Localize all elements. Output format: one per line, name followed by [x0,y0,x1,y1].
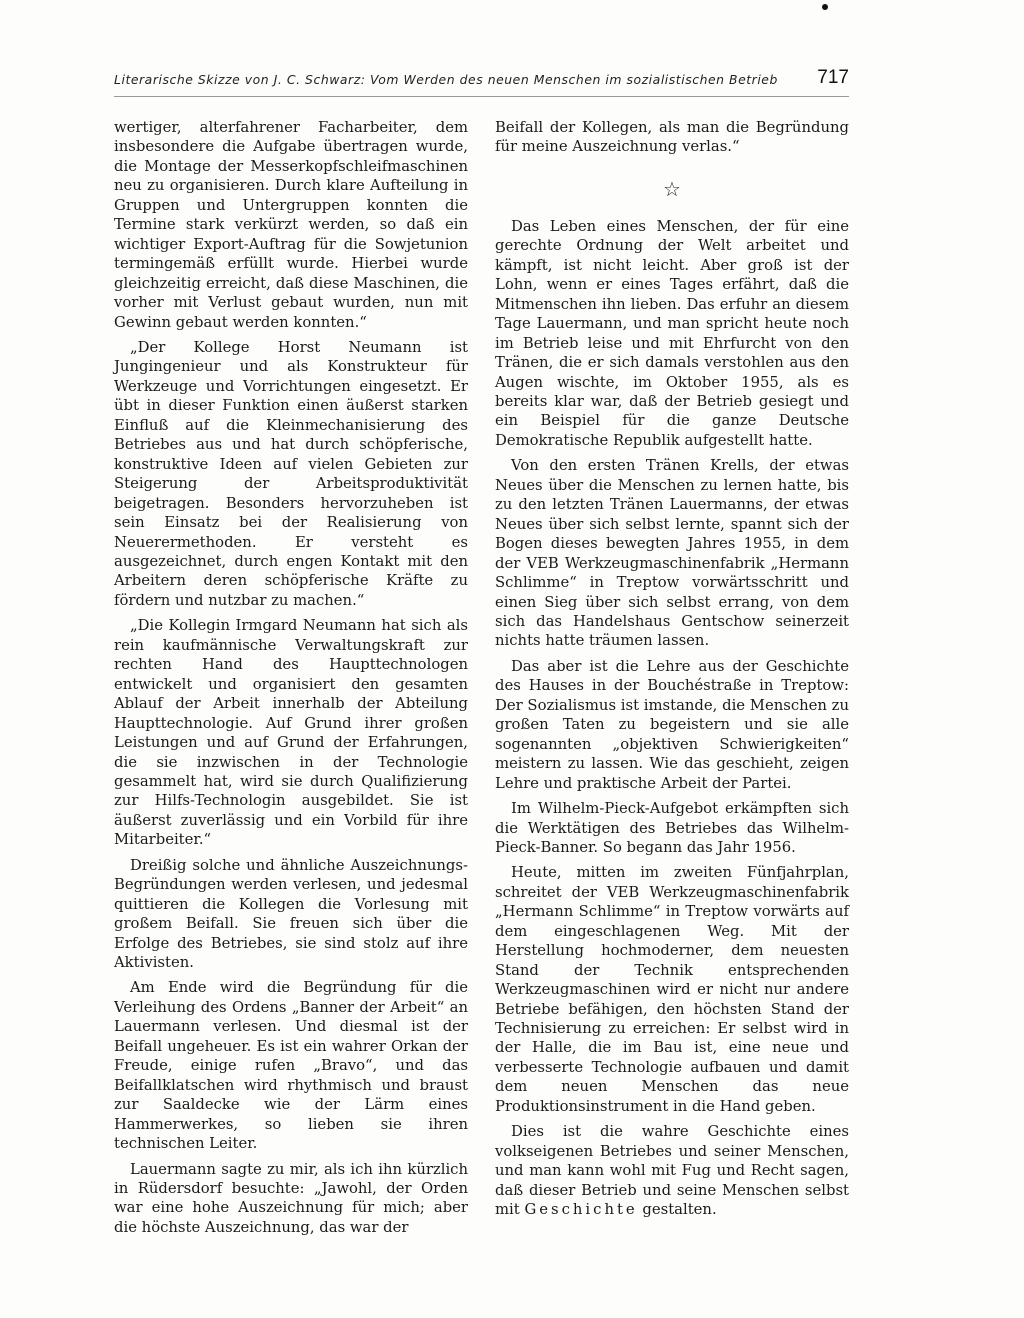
paragraph: Im Wilhelm-Pieck-Aufgebot erkämpften sich die Werktätigen des Betriebes das Wilhelm-Pieck-Banner. So begann das Jahr 1956. [495,800,849,856]
emphasized-word: Geschichte [524,1201,638,1219]
paragraph: Heute, mitten im zweiten Fünfjahrplan, schreitet der VEB Werkzeugmaschinenfabrik „Hermann Schlimme“ in Treptow vorwärts auf dem eingeschlagenen Weg. Mit der Herstellung hochmoderner, dem neuesten Stand der Technik entsprechenden Werkzeugmaschinen wird er nicht nur andere Betriebe befähigen, den höchsten Stand der Technisierung zu erreichen: Er selbst wird in der Halle, die im Bau ist, eine neue und verbesserte Technologie aufbauen und damit dem neuen Menschen das neue Produktionsinstrument in die Hand geben. [495,864,849,1115]
paragraph: „Der Kollege Horst Neumann ist Jungingenieur und als Konstrukteur für Werkzeuge und Vorrichtungen eingesetzt. Er übt in dieser Funktion einen äußerst starken Einfluß auf die Kleinmechanisierung des Betriebes aus und hat durch schöpferische, konstruktive Ideen auf vielen Gebieten zur Steigerung der Arbeitsproduktivität beigetragen. Besonders hervorzuheben ist sein Einsatz bei der Realisierung von Neuerermethoden. Er versteht es ausgezeichnet, durch engen Kontakt mit den Arbeitern deren schöpferische Kräfte zu fördern und nutzbar zu machen.“ [114,338,468,609]
paragraph: „Die Kollegin Irmgard Neumann hat sich als rein kaufmännische Verwaltungskraft zur rechten Hand des Haupttechnologen entwickelt und organisiert den gesamten Ablauf der Arbeit innerhalb der Abteilung Haupttechnologie. Auf Grund ihrer großen Leistungen und auf Grund der Erfahrungen, die sie inzwischen in der Technologie gesammelt hat, wird sie durch Qualifizierung zur Hilfs-Technologin ausgebildet. Sie ist äußerst zuverlässig und ein Vorbild für ihre Mitarbeiter.“ [114,617,468,849]
paragraph: Dreißig solche und ähnliche Auszeichnungs-Begründungen werden verlesen, und jedesmal quittieren die Kollegen die Vorlesung mit großem Beifall. Sie freuen sich über die Erfolge des Betriebes, sie sind stolz auf ihre Aktivisten. [114,856,468,972]
paragraph: Lauermann sagte zu mir, als ich ihn kürzlich in Rüdersdorf besuchte: „Jawohl, der Orden war eine hohe Auszeichnung für mich; aber die höchste Auszeichnung, das war der [114,1160,468,1236]
running-title: Literarische Skizze von J. C. Schwarz: Vom Werden des neuen Menschen im sozialistischen Betrieb [114,72,778,87]
header-rule [114,96,849,97]
left-column [114,118,468,1243]
paragraph: Beifall der Kollegen, als man die Begründung für meine Auszeichnung verlas.“ [495,119,849,156]
running-header [114,67,849,93]
final-paragraph [495,1122,849,1219]
ink-speck [822,4,828,10]
page-number: 717 [817,67,849,88]
paragraph: Das Leben eines Menschen, der für eine gerechte Ordnung der Welt arbeitet und kämpft, ist nicht leicht. Aber groß ist der Lohn, wenn er eines Tages erfährt, daß die Mitmenschen ihn lieben. Das erfuhr an diesem Tage Lauermann, und man spricht heute noch im Betrieb leise und mit Ehrfurcht von den Tränen, die er sich damals verstohlen aus den Augen wischte, im Oktober 1955, als es bereits klar war, daß der Betrieb gesiegt und ein Beispiel für die ganze Deutsche Demokratische Republik aufgestellt hatte. [495,217,849,449]
right-column [495,118,849,1226]
paragraph: Das aber ist die Lehre aus der Geschichte des Hauses in der Bouchéstraße in Treptow: Der Sozialismus ist imstande, die Menschen zu großen Taten zu begeistern und sie alle sogenannten „objektiven Schwierigkeiten“ meistern zu lassen. Wie das geschieht, zeigen Lehre und praktische Arbeit der Partei. [495,657,849,792]
final-paragraph-start: Dies ist die wahre Geschichte eines volkseigenen Betriebes und seiner Menschen, und man kann wohl mit Fug und Recht sagen, daß dieser Betrieb und seine Menschen selbst mit [495,1123,849,1219]
paragraph: wertiger, alterfahrener Facharbeiter, dem insbesondere die Aufgabe übertragen wurde, die Montage der Messerkopfschleifmaschinen neu zu organisieren. Durch klare Aufteilung in Gruppen und Untergruppen konnten die Termine stark verkürzt werden, so daß ein wichtiger Export-Auftrag für die Sowjetunion termingemäß erfüllt wurde. Hierbei wurde gleichzeitig erreicht, daß diese Maschinen, die vorher mit Verlust gebaut wurden, nun mit Gewinn gebaut werden konnten.“ [114,119,468,331]
paragraph: Von den ersten Tränen Krells, der etwas Neues über die Menschen zu lernen hatte, bis zu den letzten Tränen Lauermanns, der etwas Neues über sich selbst lernte, spannt sich der Bogen dieses bewegten Jahres 1955, in dem der VEB Werkzeugmaschinenfabrik „Hermann Schlimme“ in Treptow vorwärtsschritt und einen Sieg über sich selbst errang, von dem sich das Handelshaus Gentschow seinerzeit nichts hatte träumen lassen. [495,457,849,650]
final-paragraph-end: gestalten. [642,1201,717,1219]
paragraph: Am Ende wird die Begründung für die Verleihung des Ordens „Banner der Arbeit“ an Lauermann verlesen. Und diesmal ist der Beifall ungeheuer. Es ist ein wahrer Orkan der Freude, einige rufen „Bravo“, und das Beifallklatschen wird rhythmisch und braust zur Saaldecke wie der Lärm eines Hammerwerkes, so lieben sie ihren technischen Leiter. [114,979,468,1153]
star-separator-icon: ☆ [663,176,681,201]
